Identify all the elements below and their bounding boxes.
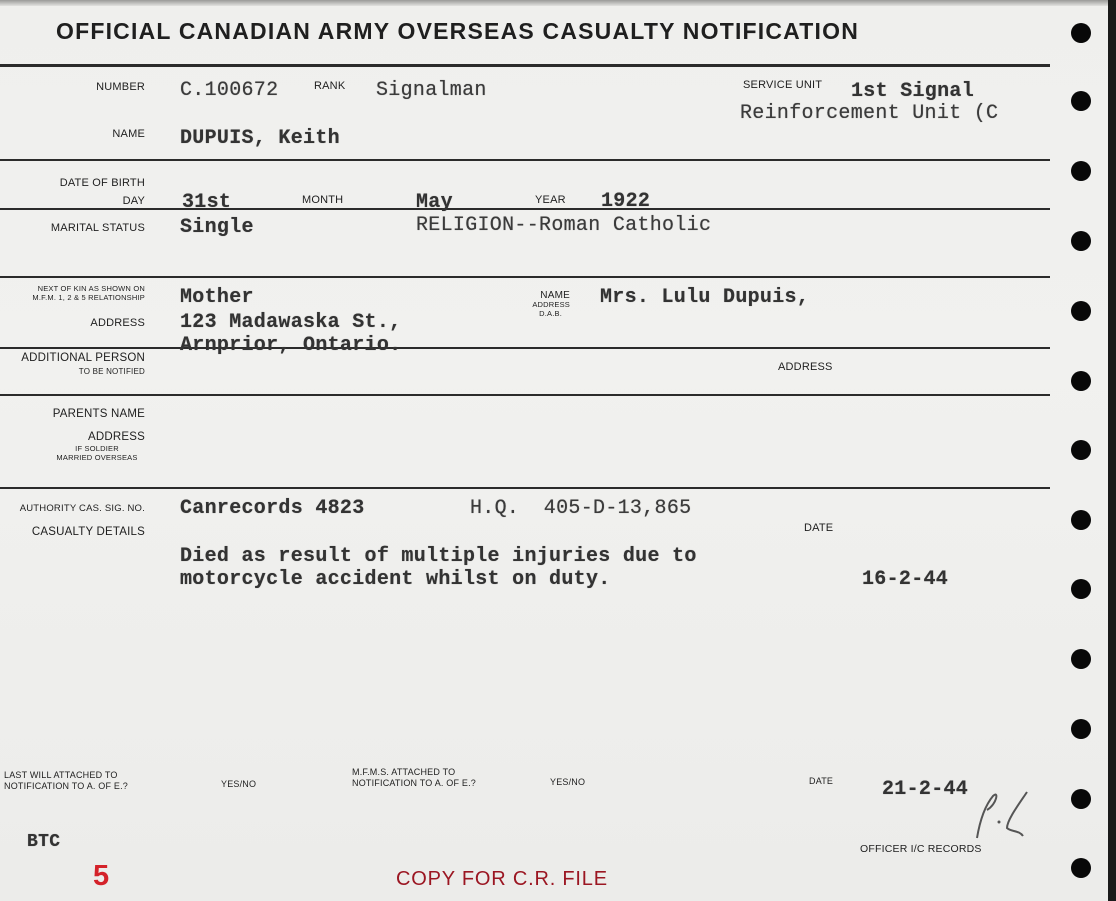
- mfms-label-line2: NOTIFICATION TO A. OF E.?: [352, 778, 477, 788]
- rank-value: Signalman: [376, 79, 487, 102]
- service-number-value: C.100672: [180, 79, 279, 102]
- scan-edge: [1108, 0, 1116, 901]
- if-soldier-label: IF SOLDIER: [75, 444, 119, 453]
- rank-label: RANK: [314, 80, 346, 92]
- hq-reference-value: H.Q. 405-D-13,865: [470, 497, 692, 520]
- date-of-birth-label: DATE OF BIRTH: [59, 177, 145, 189]
- last-will-yes-no: YES/NO: [221, 779, 257, 789]
- nok-name-address-label: [520, 291, 570, 318]
- parents-name-label: PARENTS NAME: [52, 408, 145, 420]
- number-label: NUMBER: [96, 81, 145, 93]
- punch-hole-icon: [1071, 858, 1091, 878]
- next-of-kin-label: [32, 284, 145, 302]
- casualty-details-line2: motorcycle accident whilst on duty.: [180, 568, 611, 591]
- punch-hole-icon: [1071, 301, 1091, 321]
- dob-day-value: 31st: [182, 191, 232, 214]
- year-label: YEAR: [535, 194, 566, 206]
- divider: [0, 487, 1050, 489]
- nok-address-label: ADDRESS: [532, 300, 570, 309]
- to-be-notified-label: TO BE NOTIFIED: [78, 367, 145, 376]
- nok-name-label: NAME: [540, 290, 570, 301]
- top-edge: [0, 0, 1108, 6]
- nok-relationship-value: Mother: [180, 286, 254, 309]
- authority-label: AUTHORITY CAS. SIG. NO.: [19, 503, 145, 514]
- nok-name-value: Mrs. Lulu Dupuis,: [600, 286, 810, 309]
- next-of-kin-label-line2: M.F.M. 1, 2 & 5 RELATIONSHIP: [32, 293, 145, 302]
- punch-hole-icon: [1071, 649, 1091, 669]
- officer-records-label: OFFICER I/C RECORDS: [860, 843, 982, 855]
- officer-signature-icon: [955, 786, 1035, 846]
- punch-hole-icon: [1071, 579, 1091, 599]
- notification-date-label: DATE: [809, 776, 834, 786]
- casualty-details-line1: Died as result of multiple injuries due to: [180, 545, 697, 568]
- casualty-date-value: 16-2-44: [862, 568, 949, 591]
- dob-month-value: May: [416, 191, 453, 214]
- divider: [0, 64, 1050, 67]
- soldier-name-value: DUPUIS, Keith: [180, 127, 340, 150]
- address-line1-value: 123 Madawaska St.,: [180, 311, 402, 334]
- authority-signal-value: Canrecords 4823: [180, 497, 365, 520]
- name-label: NAME: [112, 128, 145, 140]
- next-of-kin-label-line1: NEXT OF KIN AS SHOWN ON: [37, 284, 145, 293]
- casualty-date-label: DATE: [804, 522, 834, 534]
- service-unit-value-line2: Reinforcement Unit (C: [740, 102, 999, 125]
- divider: [0, 208, 1050, 210]
- divider: [0, 347, 1050, 349]
- punch-hole-icon: [1071, 789, 1091, 809]
- punch-hole-icon: [1071, 161, 1091, 181]
- parents-address-label: ADDRESS: [88, 431, 145, 443]
- clerk-initials: BTC: [27, 832, 61, 852]
- service-unit-value-line1: 1st Signal: [851, 80, 975, 103]
- address-label: ADDRESS: [90, 317, 145, 329]
- address-line2-value: Arnprior, Ontario.: [180, 334, 402, 357]
- if-soldier-married-label: [40, 444, 154, 462]
- marital-status-label: MARITAL STATUS: [50, 222, 145, 234]
- divider: [0, 394, 1050, 396]
- punch-hole-icon: [1071, 23, 1091, 43]
- last-will-label: [4, 770, 128, 792]
- punch-hole-icon: [1071, 371, 1091, 391]
- mfms-label: [352, 767, 476, 789]
- casualty-details-label: CASUALTY DETAILS: [31, 526, 145, 538]
- last-will-label-line2: NOTIFICATION TO A. OF E.?: [4, 781, 129, 791]
- punch-hole-icon: [1071, 440, 1091, 460]
- mfms-label-line1: M.F.M.S. ATTACHED TO: [352, 767, 456, 777]
- punch-hole-icon: [1071, 231, 1091, 251]
- punch-hole-icon: [1071, 91, 1091, 111]
- mfms-yes-no: YES/NO: [550, 777, 586, 787]
- last-will-label-line1: LAST WILL ATTACHED TO: [4, 770, 118, 780]
- punch-hole-icon: [1071, 510, 1091, 530]
- additional-address-label: ADDRESS: [778, 361, 833, 373]
- dob-year-value: 1922: [601, 190, 651, 213]
- punch-hole-icon: [1071, 719, 1091, 739]
- month-label: MONTH: [302, 194, 344, 206]
- divider: [0, 276, 1050, 278]
- day-label: DAY: [122, 195, 145, 207]
- divider: [0, 159, 1050, 161]
- copy-for-file-label: COPY FOR C.R. FILE: [396, 868, 608, 890]
- marital-status-value: Single: [180, 216, 254, 239]
- service-unit-label: SERVICE UNIT: [743, 79, 823, 91]
- copy-number: 5: [93, 860, 110, 892]
- additional-person-label: ADDITIONAL PERSON: [21, 352, 145, 364]
- nok-dab-label: D.A.B.: [539, 309, 562, 318]
- notification-date-value: 21-2-44: [882, 778, 969, 801]
- religion-value: RELIGION--Roman Catholic: [416, 214, 712, 237]
- married-overseas-label: MARRIED OVERSEAS: [56, 453, 138, 462]
- form-title: OFFICIAL CANADIAN ARMY OVERSEAS CASUALTY NOTIFICATION: [56, 18, 860, 44]
